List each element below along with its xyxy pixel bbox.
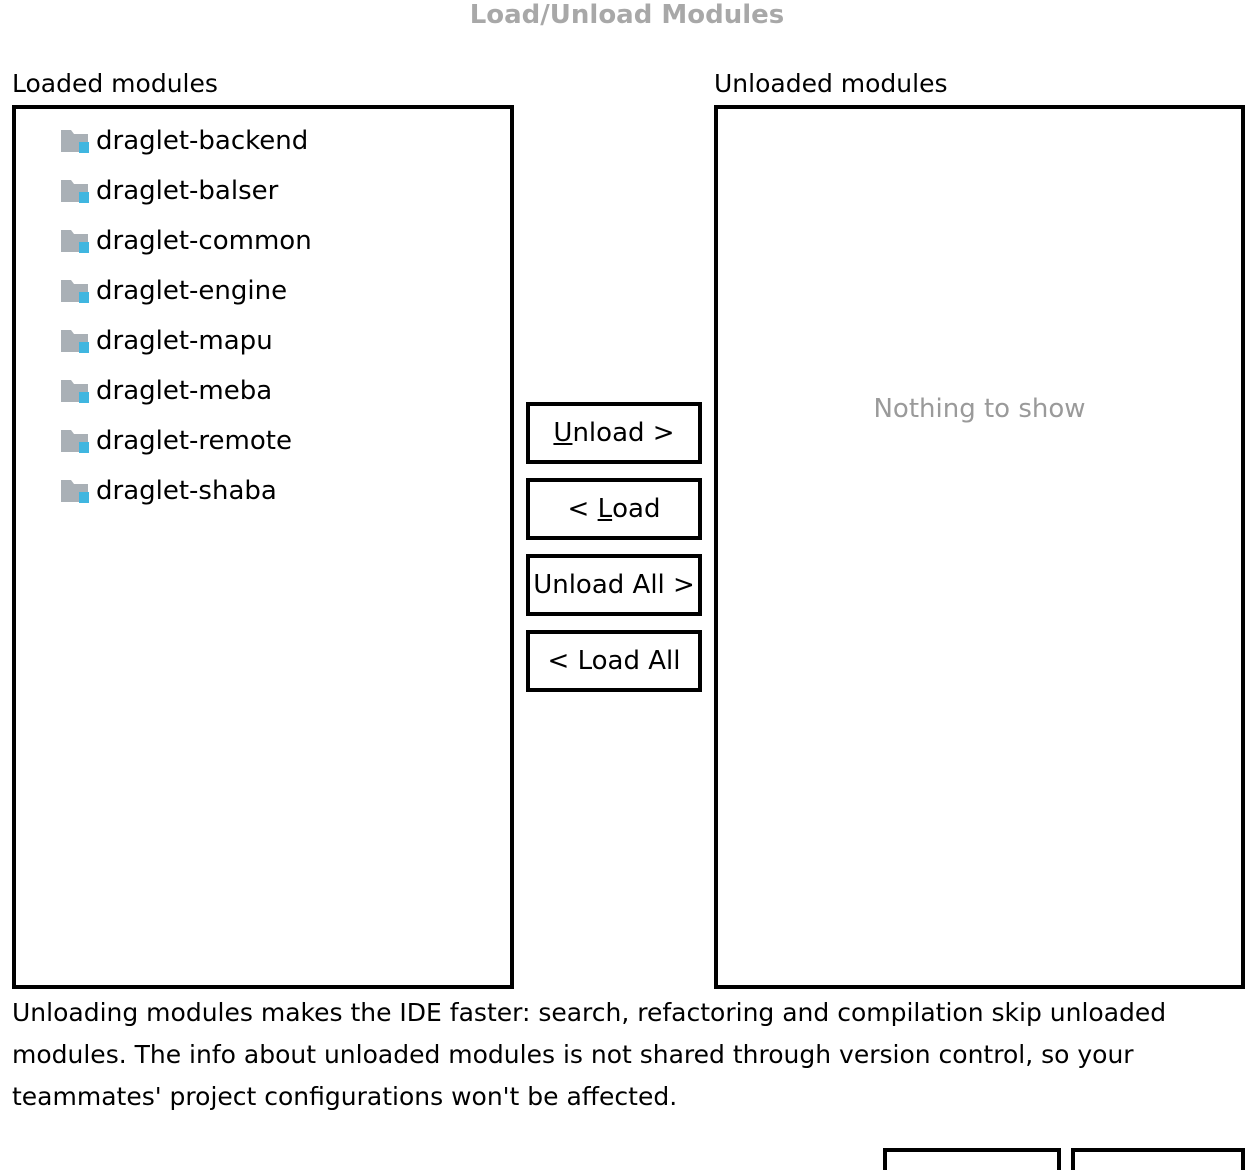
module-folder-icon xyxy=(60,278,90,304)
list-item-module[interactable] xyxy=(60,321,273,361)
load-label: oad xyxy=(612,494,661,524)
load-all-label: < Load All xyxy=(547,646,681,676)
module-folder-icon xyxy=(60,178,90,204)
loaded-modules-list[interactable] xyxy=(12,105,514,989)
loaded-modules-label: Loaded modules xyxy=(12,69,218,98)
dialog-title: Load/Unload Modules xyxy=(469,0,785,30)
unloaded-modules-list[interactable] xyxy=(714,105,1245,989)
unload-all-label: Unload All > xyxy=(533,570,695,600)
module-name: draglet-mapu xyxy=(96,326,273,356)
module-name: draglet-engine xyxy=(96,276,288,306)
unloaded-modules-label: Unloaded modules xyxy=(714,69,948,98)
list-item-module[interactable] xyxy=(60,271,287,311)
list-item-module[interactable] xyxy=(60,221,312,261)
module-name: draglet-meba xyxy=(96,376,273,406)
list-item-module[interactable] xyxy=(60,471,277,511)
list-item-module[interactable] xyxy=(60,421,292,461)
module-folder-icon xyxy=(60,128,90,154)
module-name: draglet-balser xyxy=(96,176,279,206)
list-item-module[interactable] xyxy=(60,171,278,211)
help-text: Unloading modules makes the IDE faster: search, refactoring and compilation skip unloaded modules. The info about unloaded modules is not shared through version control, so your teammates' project configurations won't be affected. xyxy=(12,998,1167,1111)
unload-all-button[interactable] xyxy=(526,554,702,616)
module-name: draglet-shaba xyxy=(96,476,277,506)
module-name: draglet-backend xyxy=(96,126,309,156)
module-folder-icon xyxy=(60,228,90,254)
module-folder-icon xyxy=(60,478,90,504)
load-mnemonic: L xyxy=(597,494,613,524)
module-folder-icon xyxy=(60,378,90,404)
list-item-module[interactable] xyxy=(60,371,272,411)
cancel-button[interactable] xyxy=(1071,1148,1245,1170)
ok-button[interactable] xyxy=(883,1148,1061,1170)
load-button[interactable] xyxy=(526,478,702,540)
load-prefix: < xyxy=(567,494,598,524)
unload-button[interactable] xyxy=(526,402,702,464)
module-name: draglet-remote xyxy=(96,426,292,456)
list-item-module[interactable] xyxy=(60,121,308,161)
load-all-button[interactable] xyxy=(526,630,702,692)
empty-list-message: Nothing to show xyxy=(873,394,1086,424)
module-folder-icon xyxy=(60,328,90,354)
module-folder-icon xyxy=(60,428,90,454)
module-name: draglet-common xyxy=(96,226,312,256)
unload-label: nload > xyxy=(572,418,675,448)
unload-mnemonic: U xyxy=(553,418,573,448)
